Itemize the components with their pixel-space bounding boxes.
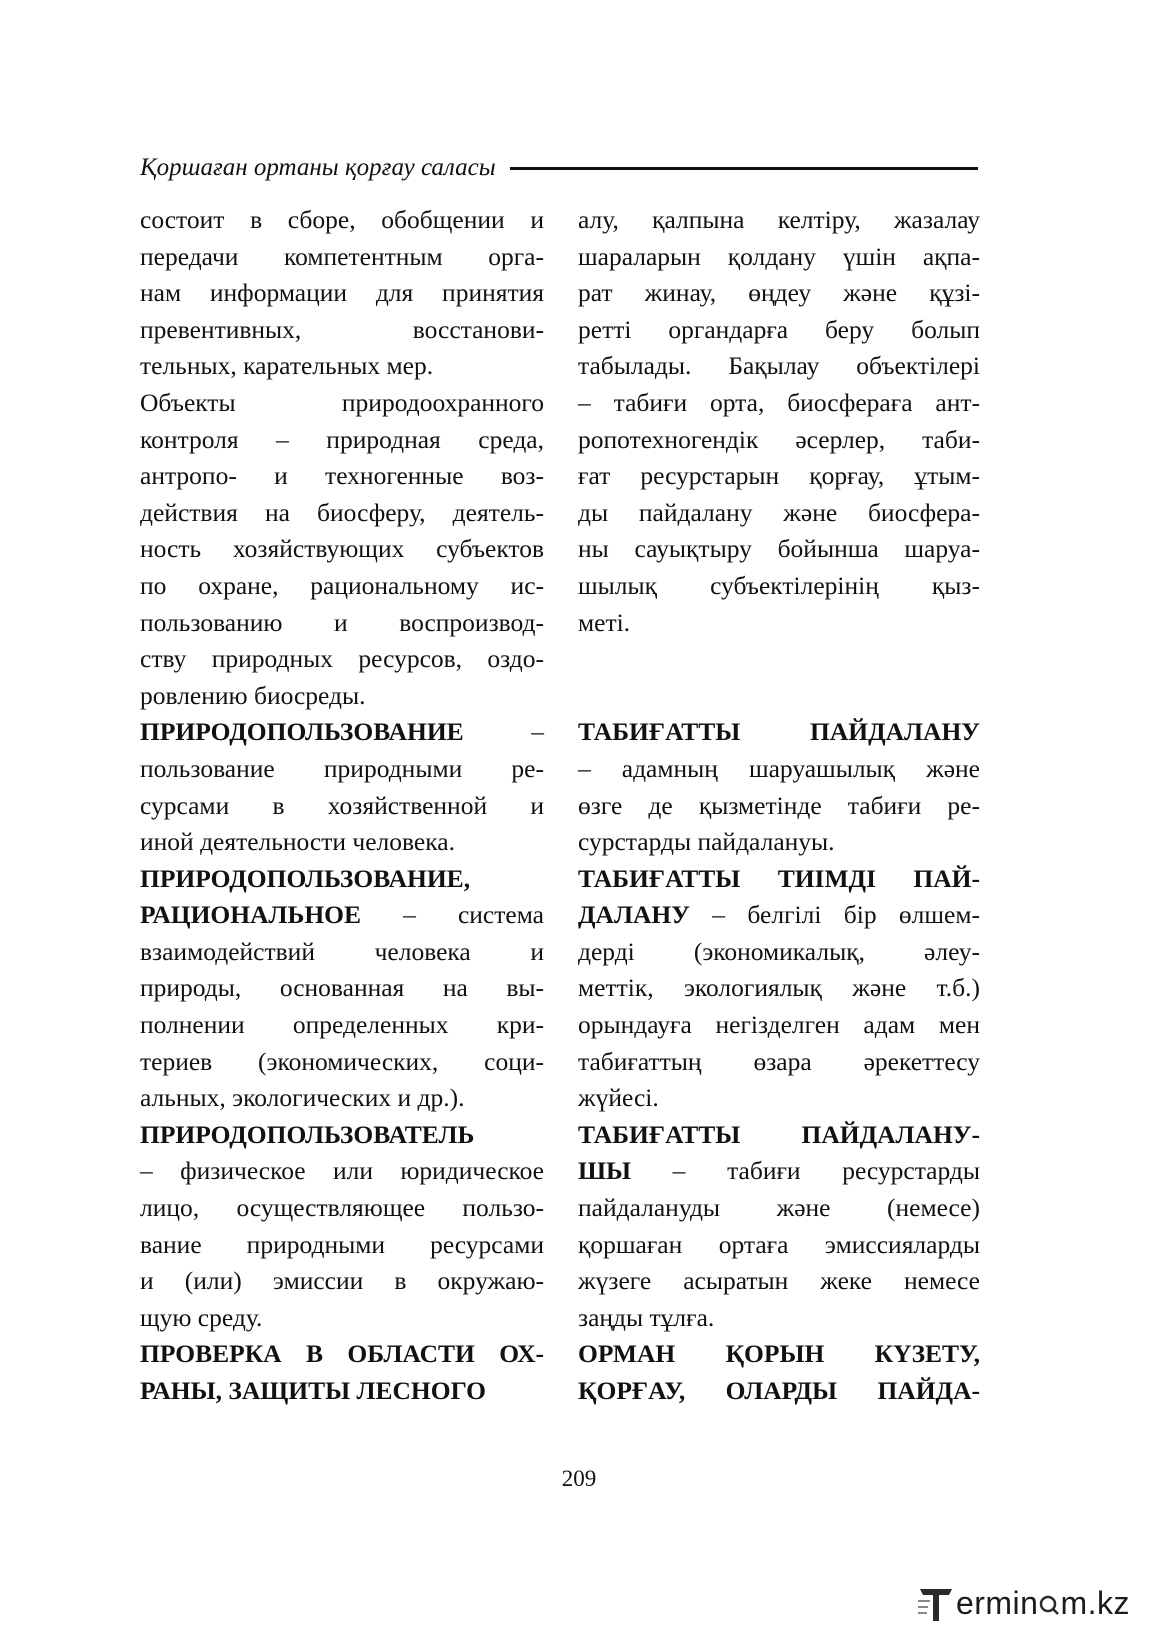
text-line — [578, 1153, 980, 1190]
page-number: 209 — [561, 1466, 597, 1491]
text-line — [578, 348, 980, 385]
text-line — [578, 1373, 980, 1410]
text-line — [578, 568, 980, 605]
running-header-title: Қоршаған ортаны қорғау саласы — [140, 154, 496, 181]
magnifier-icon — [1038, 1590, 1060, 1616]
text-span: природы, основанная на вы- — [140, 973, 544, 1003]
text-line — [578, 1263, 980, 1300]
text-line — [140, 1044, 544, 1081]
term-heading: ТАБИҒАТТЫ ПАЙДАЛАНУ — [578, 717, 980, 747]
text-span: ровлению биосреды. — [140, 680, 366, 710]
text-span: ды пайдалану және биосфера- — [578, 497, 980, 527]
text-span: – табиғи орта, биосфераға ант- — [578, 387, 980, 417]
text-span: рат жинау, өңдеу және құзі- — [578, 278, 980, 308]
text-line — [578, 751, 980, 788]
text-span: меттік, экологиялық және т.б.) — [578, 973, 980, 1003]
text-line — [578, 788, 980, 825]
text-line — [140, 495, 544, 532]
text-span: лицо, осуществляющее пользо- — [140, 1193, 544, 1223]
term-heading: ДАЛАНУ — [578, 900, 690, 930]
text-line — [140, 1007, 544, 1044]
term-heading: ТАБИҒАТТЫ ТИІМДІ ПАЙ- — [578, 863, 980, 893]
text-line — [140, 422, 544, 459]
text-line — [578, 1117, 980, 1154]
text-span: дерді (экономикалық, әлеу- — [578, 936, 980, 966]
text-span: ность хозяйствующих субъектов — [140, 534, 544, 564]
text-span: превентивных, восстанови- — [140, 314, 544, 344]
text-line — [140, 970, 544, 1007]
text-line — [578, 1300, 980, 1337]
text-span: полнении определенных кри- — [140, 1010, 544, 1040]
text-line — [578, 458, 980, 495]
text-line — [140, 348, 544, 385]
text-line — [140, 641, 544, 678]
text-span: щую среду. — [140, 1302, 263, 1332]
text-line — [578, 1336, 980, 1373]
term-heading: ШЫ — [578, 1156, 632, 1186]
text-span: шараларын қолдану үшін ақпа- — [578, 241, 980, 271]
text-line — [578, 678, 980, 715]
text-span: – — [463, 717, 544, 747]
text-line — [140, 861, 544, 898]
text-span: ропотехногендік әсерлер, таби- — [578, 424, 980, 454]
text-span: пользование природными ре- — [140, 753, 544, 783]
text-line — [578, 202, 980, 239]
text-line — [140, 531, 544, 568]
text-line — [578, 1044, 980, 1081]
text-span: взаимодействий человека и — [140, 936, 544, 966]
text-span: ству природных ресурсов, оздо- — [140, 644, 544, 674]
watermark — [918, 1580, 1130, 1626]
text-line — [578, 970, 980, 1007]
text-span: – система — [361, 900, 544, 930]
text-span: алу, қалпына келтіру, жазалау — [578, 205, 980, 234]
text-line — [140, 1080, 544, 1117]
text-span: состоит в сборе, обобщении и — [140, 205, 544, 234]
running-header — [140, 150, 978, 186]
term-heading: ОРМАН ҚОРЫН КҮЗЕТУ, — [578, 1339, 980, 1369]
text-line — [140, 275, 544, 312]
text-span: заңды тұлға. — [578, 1302, 715, 1332]
text-span: Объекты природоохранного — [140, 387, 544, 417]
text-span: действия на биосферу, деятель- — [140, 497, 544, 527]
term-heading: ПРИРОДОПОЛЬЗОВАНИЕ, — [140, 863, 471, 893]
text-span: – белгілі бір өлшем- — [689, 900, 980, 930]
text-span: жүзеге асыратын жеке немесе — [578, 1266, 980, 1296]
text-span: тельных, карательных мер. — [140, 351, 434, 381]
text-span: контроля – природная среда, — [140, 424, 544, 454]
text-line — [578, 1190, 980, 1227]
text-line — [578, 531, 980, 568]
text-span: ретті органдарға беру болып — [578, 314, 980, 344]
term-heading: ПРИРОДОПОЛЬЗОВАНИЕ — [140, 717, 464, 747]
text-line — [578, 897, 980, 934]
text-line — [578, 934, 980, 971]
text-span: меті. — [578, 607, 631, 637]
text-span: по охране, рациональному ис- — [140, 570, 544, 600]
text-line — [140, 897, 544, 934]
text-line — [140, 1263, 544, 1300]
text-span: иной деятельности человека. — [140, 827, 455, 857]
text-line — [140, 605, 544, 642]
text-line — [578, 1227, 980, 1264]
text-span: альных, экологических и др.). — [140, 1083, 465, 1113]
text-span: – табиғи ресурстарды — [631, 1156, 980, 1186]
text-span: табиғаттың өзара әрекеттесу — [578, 1046, 980, 1076]
header-rule — [510, 167, 978, 170]
text-line — [140, 678, 544, 715]
text-span: ны сауықтыру бойынша шаруа- — [578, 534, 980, 564]
text-line — [140, 1117, 544, 1154]
watermark-text-start: ermin — [955, 1584, 1039, 1621]
text-line — [578, 714, 980, 751]
text-span: орындауға негізделген адам мен — [578, 1010, 980, 1040]
text-line — [140, 1153, 544, 1190]
text-line — [578, 385, 980, 422]
text-line — [140, 824, 544, 861]
text-span: пользованию и воспроизвод- — [140, 607, 544, 637]
term-heading: РАНЫ, ЗАЩИТЫ ЛЕСНОГО — [140, 1376, 487, 1405]
term-heading: ПРОВЕРКА В ОБЛАСТИ ОХ- — [140, 1339, 544, 1369]
text-span: қоршаған ортаға эмиссияларды — [578, 1229, 980, 1259]
text-line — [140, 568, 544, 605]
text-line — [578, 861, 980, 898]
text-line — [140, 788, 544, 825]
text-line — [140, 1300, 544, 1337]
term-heading: ТАБИҒАТТЫ ПАЙДАЛАНУ- — [578, 1119, 980, 1149]
term-heading: ҚОРҒАУ, ОЛАРДЫ ПАЙДА- — [578, 1376, 980, 1405]
text-line — [578, 641, 980, 678]
text-span: табылады. Бақылау объектілері — [578, 351, 980, 381]
text-line — [140, 714, 544, 751]
text-span: – физическое или юридическое — [140, 1156, 544, 1186]
term-heading: ПРИРОДОПОЛЬЗОВАТЕЛЬ — [140, 1119, 475, 1149]
text-line — [578, 824, 980, 861]
text-line — [140, 934, 544, 971]
text-line — [140, 1190, 544, 1227]
text-span: – адамның шаруашылық және — [578, 753, 980, 783]
text-span: сурсами в хозяйственной и — [140, 790, 544, 820]
text-line — [578, 239, 980, 276]
text-line — [140, 1373, 544, 1410]
text-span: шылық субъектілерінің қыз- — [578, 570, 980, 600]
text-line — [578, 275, 980, 312]
text-line — [578, 422, 980, 459]
text-span: сурстарды пайдалануы. — [578, 827, 835, 857]
left-column — [140, 202, 544, 1410]
text-line — [578, 312, 980, 349]
text-line — [578, 605, 980, 642]
text-span: антропо- и техногенные воз- — [140, 461, 544, 491]
text-span: вание природными ресурсами — [140, 1229, 544, 1259]
text-span: териев (экономических, соци- — [140, 1046, 544, 1076]
text-line — [140, 1336, 544, 1373]
watermark-text-end: m.kz — [1060, 1584, 1130, 1621]
text-line — [140, 385, 544, 422]
text-line — [140, 239, 544, 276]
term-heading: РАЦИОНАЛЬНОЕ — [140, 900, 362, 930]
text-line — [140, 458, 544, 495]
text-span: передачи компетентным орга- — [140, 241, 544, 271]
text-line — [140, 202, 544, 239]
terminom-t-logo-icon — [918, 1583, 954, 1623]
text-span: өзге де қызметінде табиғи ре- — [578, 790, 980, 820]
right-column — [578, 202, 980, 1410]
text-span: ғат ресурстарын қорғау, ұтым- — [578, 461, 980, 491]
text-span: жүйесі. — [578, 1083, 659, 1113]
text-line — [578, 1007, 980, 1044]
text-line — [578, 1080, 980, 1117]
text-line — [578, 495, 980, 532]
text-line — [140, 751, 544, 788]
text-span: и (или) эмиссии в окружаю- — [140, 1266, 544, 1296]
text-line — [140, 1227, 544, 1264]
text-line — [140, 312, 544, 349]
text-span: пайдалануды және (немесе) — [578, 1193, 980, 1223]
text-span: нам информации для принятия — [140, 278, 544, 308]
